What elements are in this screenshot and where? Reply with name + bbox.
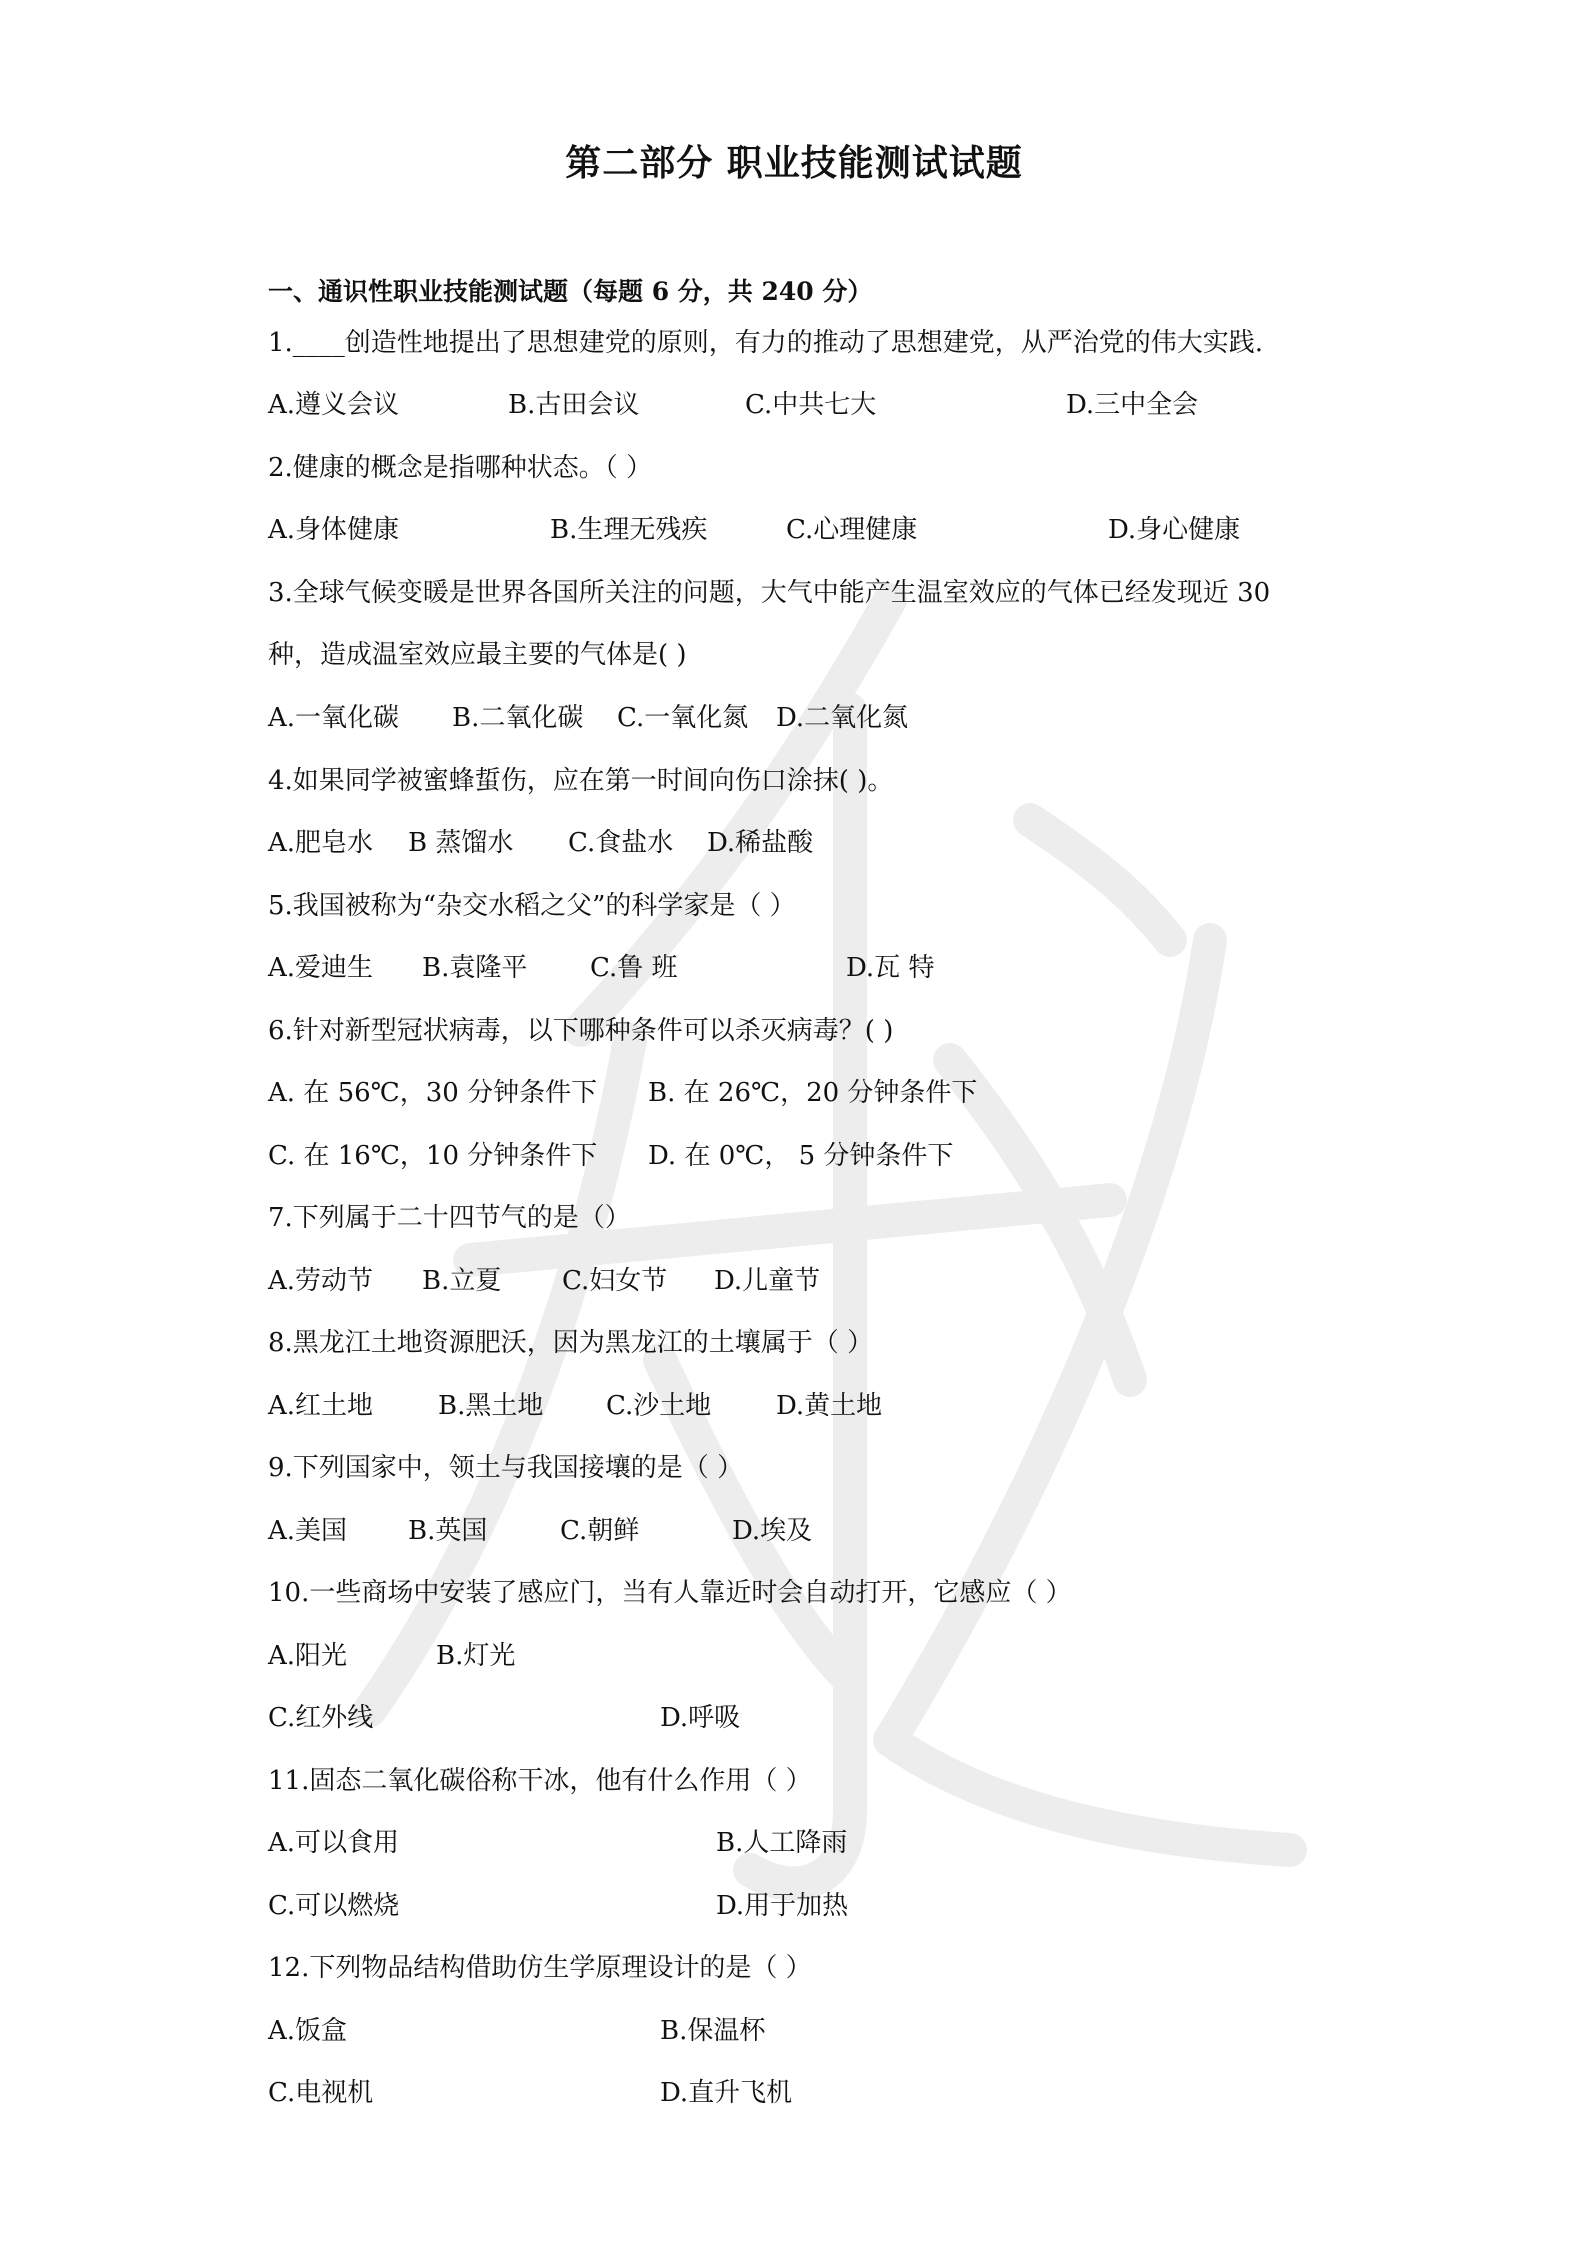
question-1-text: 1.____创造性地提出了思想建党的原则，有力的推动了思想建党，从严治党的伟大实践. xyxy=(268,328,1264,358)
question-1-option-a: A.遵义会议 xyxy=(268,390,400,420)
question-1-option-c: C.中共七大 xyxy=(745,390,877,420)
question-11-option-c: C.可以燃烧 xyxy=(268,1891,400,1921)
question-10-option-d: D.呼吸 xyxy=(660,1703,741,1733)
question-2-option-a: A.身体健康 xyxy=(268,515,400,545)
question-3-option-d: D.二氧化氮 xyxy=(776,703,909,733)
question-7-option-d: D.儿童节 xyxy=(714,1266,821,1296)
question-3-option-c: C.一氧化氮 xyxy=(617,703,749,733)
question-9-option-c: C.朝鲜 xyxy=(560,1516,640,1546)
question-3-text-line-2: 种，造成温室效应最主要的气体是( ) xyxy=(268,640,687,670)
question-8-option-b: B.黑土地 xyxy=(438,1391,544,1421)
question-6-option-c: C. 在 16℃，10 分钟条件下 xyxy=(268,1141,598,1171)
question-10-option-c: C.红外线 xyxy=(268,1703,374,1733)
question-4-option-c: C.食盐水 xyxy=(568,828,674,858)
question-3-text-line-1: 3.全球气候变暖是世界各国所关注的问题，大气中能产生温室效应的气体已经发现近 30 xyxy=(268,578,1271,608)
question-7-option-a: A.劳动节 xyxy=(268,1266,374,1296)
question-5-option-d: D.瓦 特 xyxy=(846,953,935,983)
question-9-option-d: D.埃及 xyxy=(732,1516,813,1546)
question-9-text: 9.下列国家中，领土与我国接壤的是（ ） xyxy=(268,1453,744,1483)
question-12-option-d: D.直升飞机 xyxy=(660,2078,793,2108)
question-6-option-d: D. 在 0℃， 5 分钟条件下 xyxy=(648,1141,954,1171)
question-5-option-c: C.鲁 班 xyxy=(590,953,678,983)
question-12-option-b: B.保温杯 xyxy=(660,2016,766,2046)
question-4-option-b: B 蒸馏水 xyxy=(408,828,514,858)
question-11-option-d: D.用于加热 xyxy=(716,1891,849,1921)
question-8-option-d: D.黄土地 xyxy=(776,1391,883,1421)
question-5-text: 5.我国被称为“杂交水稻之父”的科学家是（ ） xyxy=(268,891,796,921)
question-10-text: 10.一些商场中安装了感应门，当有人靠近时会自动打开，它感应（ ） xyxy=(268,1578,1072,1608)
question-6-option-b: B. 在 26℃，20 分钟条件下 xyxy=(648,1078,978,1108)
question-6-option-a: A. 在 56℃，30 分钟条件下 xyxy=(268,1078,598,1108)
question-9-option-b: B.英国 xyxy=(408,1516,488,1546)
question-1-option-b: B.古田会议 xyxy=(508,390,640,420)
question-4-option-a: A.肥皂水 xyxy=(268,828,374,858)
question-8-option-c: C.沙土地 xyxy=(606,1391,712,1421)
question-8-text: 8.黑龙江土地资源肥沃，因为黑龙江的土壤属于（ ） xyxy=(268,1328,874,1358)
question-2-option-b: B.生理无残疾 xyxy=(550,515,708,545)
question-9-option-a: A.美国 xyxy=(268,1516,348,1546)
question-11-text: 11.固态二氧化碳俗称干冰，他有什么作用（ ） xyxy=(268,1766,812,1796)
question-4-text: 4.如果同学被蜜蜂蜇伤，应在第一时间向伤口涂抹( )。 xyxy=(268,766,894,796)
question-10-option-b: B.灯光 xyxy=(436,1641,516,1671)
question-2-option-c: C.心理健康 xyxy=(786,515,918,545)
question-6-text: 6.针对新型冠状病毒，以下哪种条件可以杀灭病毒？( ) xyxy=(268,1016,894,1046)
question-10-option-a: A.阳光 xyxy=(268,1641,348,1671)
question-7-option-b: B.立夏 xyxy=(422,1266,502,1296)
question-11-option-a: A.可以食用 xyxy=(268,1828,400,1858)
question-5-option-a: A.爱迪生 xyxy=(268,953,374,983)
section-heading: 一、通识性职业技能测试题（每题 6 分，共 240 分） xyxy=(268,277,873,306)
question-3-option-b: B.二氧化碳 xyxy=(452,703,584,733)
question-8-option-a: A.红土地 xyxy=(268,1391,374,1421)
question-7-option-c: C.妇女节 xyxy=(562,1266,668,1296)
question-5-option-b: B.袁隆平 xyxy=(422,953,528,983)
question-3-option-a: A.一氧化碳 xyxy=(268,703,400,733)
question-7-text: 7.下列属于二十四节气的是（） xyxy=(268,1203,631,1233)
question-2-text: 2.健康的概念是指哪种状态。（ ） xyxy=(268,453,653,483)
question-12-option-a: A.饭盒 xyxy=(268,2016,348,2046)
question-1-option-d: D.三中全会 xyxy=(1066,390,1199,420)
question-11-option-b: B.人工降雨 xyxy=(716,1828,848,1858)
question-4-option-d: D.稀盐酸 xyxy=(707,828,814,858)
question-12-text: 12.下列物品结构借助仿生学原理设计的是（ ） xyxy=(268,1953,812,1983)
question-12-option-c: C.电视机 xyxy=(268,2078,374,2108)
question-2-option-d: D.身心健康 xyxy=(1108,515,1241,545)
page-title: 第二部分 职业技能测试试题 xyxy=(565,142,1023,184)
